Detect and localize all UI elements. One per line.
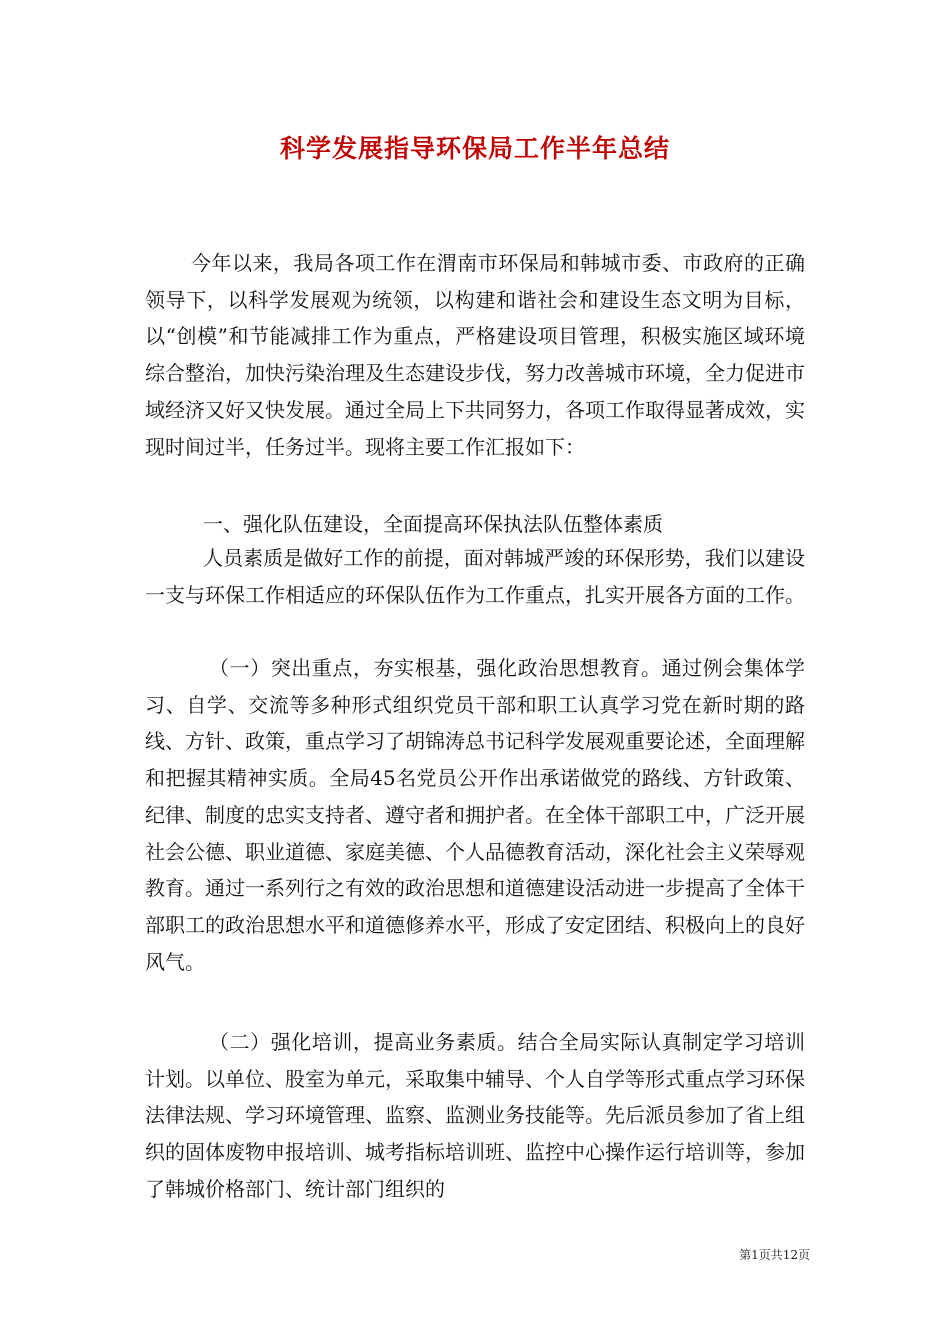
page-number-footer: 第1页共12页 xyxy=(739,1248,810,1262)
subsection-1-paragraph: （一）突出重点，夯实根基，强化政治思想教育。通过例会集体学习、自学、交流等多种形式组织党员干部和职工认真学习党在新时期的路线、方针、政策，重点学习了胡锦涛总书记科学发展观重要论述，全面理解和把握其精神实质。全局45名党员公开作出承诺做党的路线、方针政策、纪律、制度的忠实支持者、遵守者和拥护者。在全体干部职工中，广泛开展社会公德、职业道德、家庭美德、个人品德教育活动，深化社会主义荣辱观教育。通过一系列行之有效的政治思想和道德建设活动进一步提高了全体干部职工的政治思想水平和道德修养水平，形成了安定团结、积极向上的良好风气。 xyxy=(145,656,805,974)
personnel-paragraph: 人员素质是做好工作的前提，面对韩城严竣的环保形势，我们以建设一支与环保工作相适应的环保队伍作为工作重点，扎实开展各方面的工作。 xyxy=(145,546,805,607)
subsection-2-paragraph: （二）强化培训，提高业务素质。结合全局实际认真制定学习培训计划。以单位、股室为单元，采取集中辅导、个人自学等形式重点学习环保法律法规、学习环境管理、监察、监测业务技能等。先后派员参加了省上组织的固体废物申报培训、城考指标培训班、监控中心操作运行培训等，参加了韩城价格部门、统计部门组织的 xyxy=(145,1030,805,1201)
section-heading-1: 一、强化队伍建设，全面提高环保执法队伍整体素质 xyxy=(203,512,663,536)
intro-paragraph: 今年以来，我局各项工作在渭南市环保局和韩城市委、市政府的正确领导下，以科学发展观为统领，以构建和谐社会和建设生态文明为目标，以“创模”和节能减排工作为重点，严格建设项目管理，积极实施区域环境综合整治，加快污染治理及生态建设步伐，努力改善城市环境，全力促进市域经济又好又快发展。通过全局上下共同努力，各项工作取得显著成效，实现时间过半，任务过半。现将主要工作汇报如下： xyxy=(145,251,805,459)
document-title: 科学发展指导环保局工作半年总结 xyxy=(279,134,670,163)
